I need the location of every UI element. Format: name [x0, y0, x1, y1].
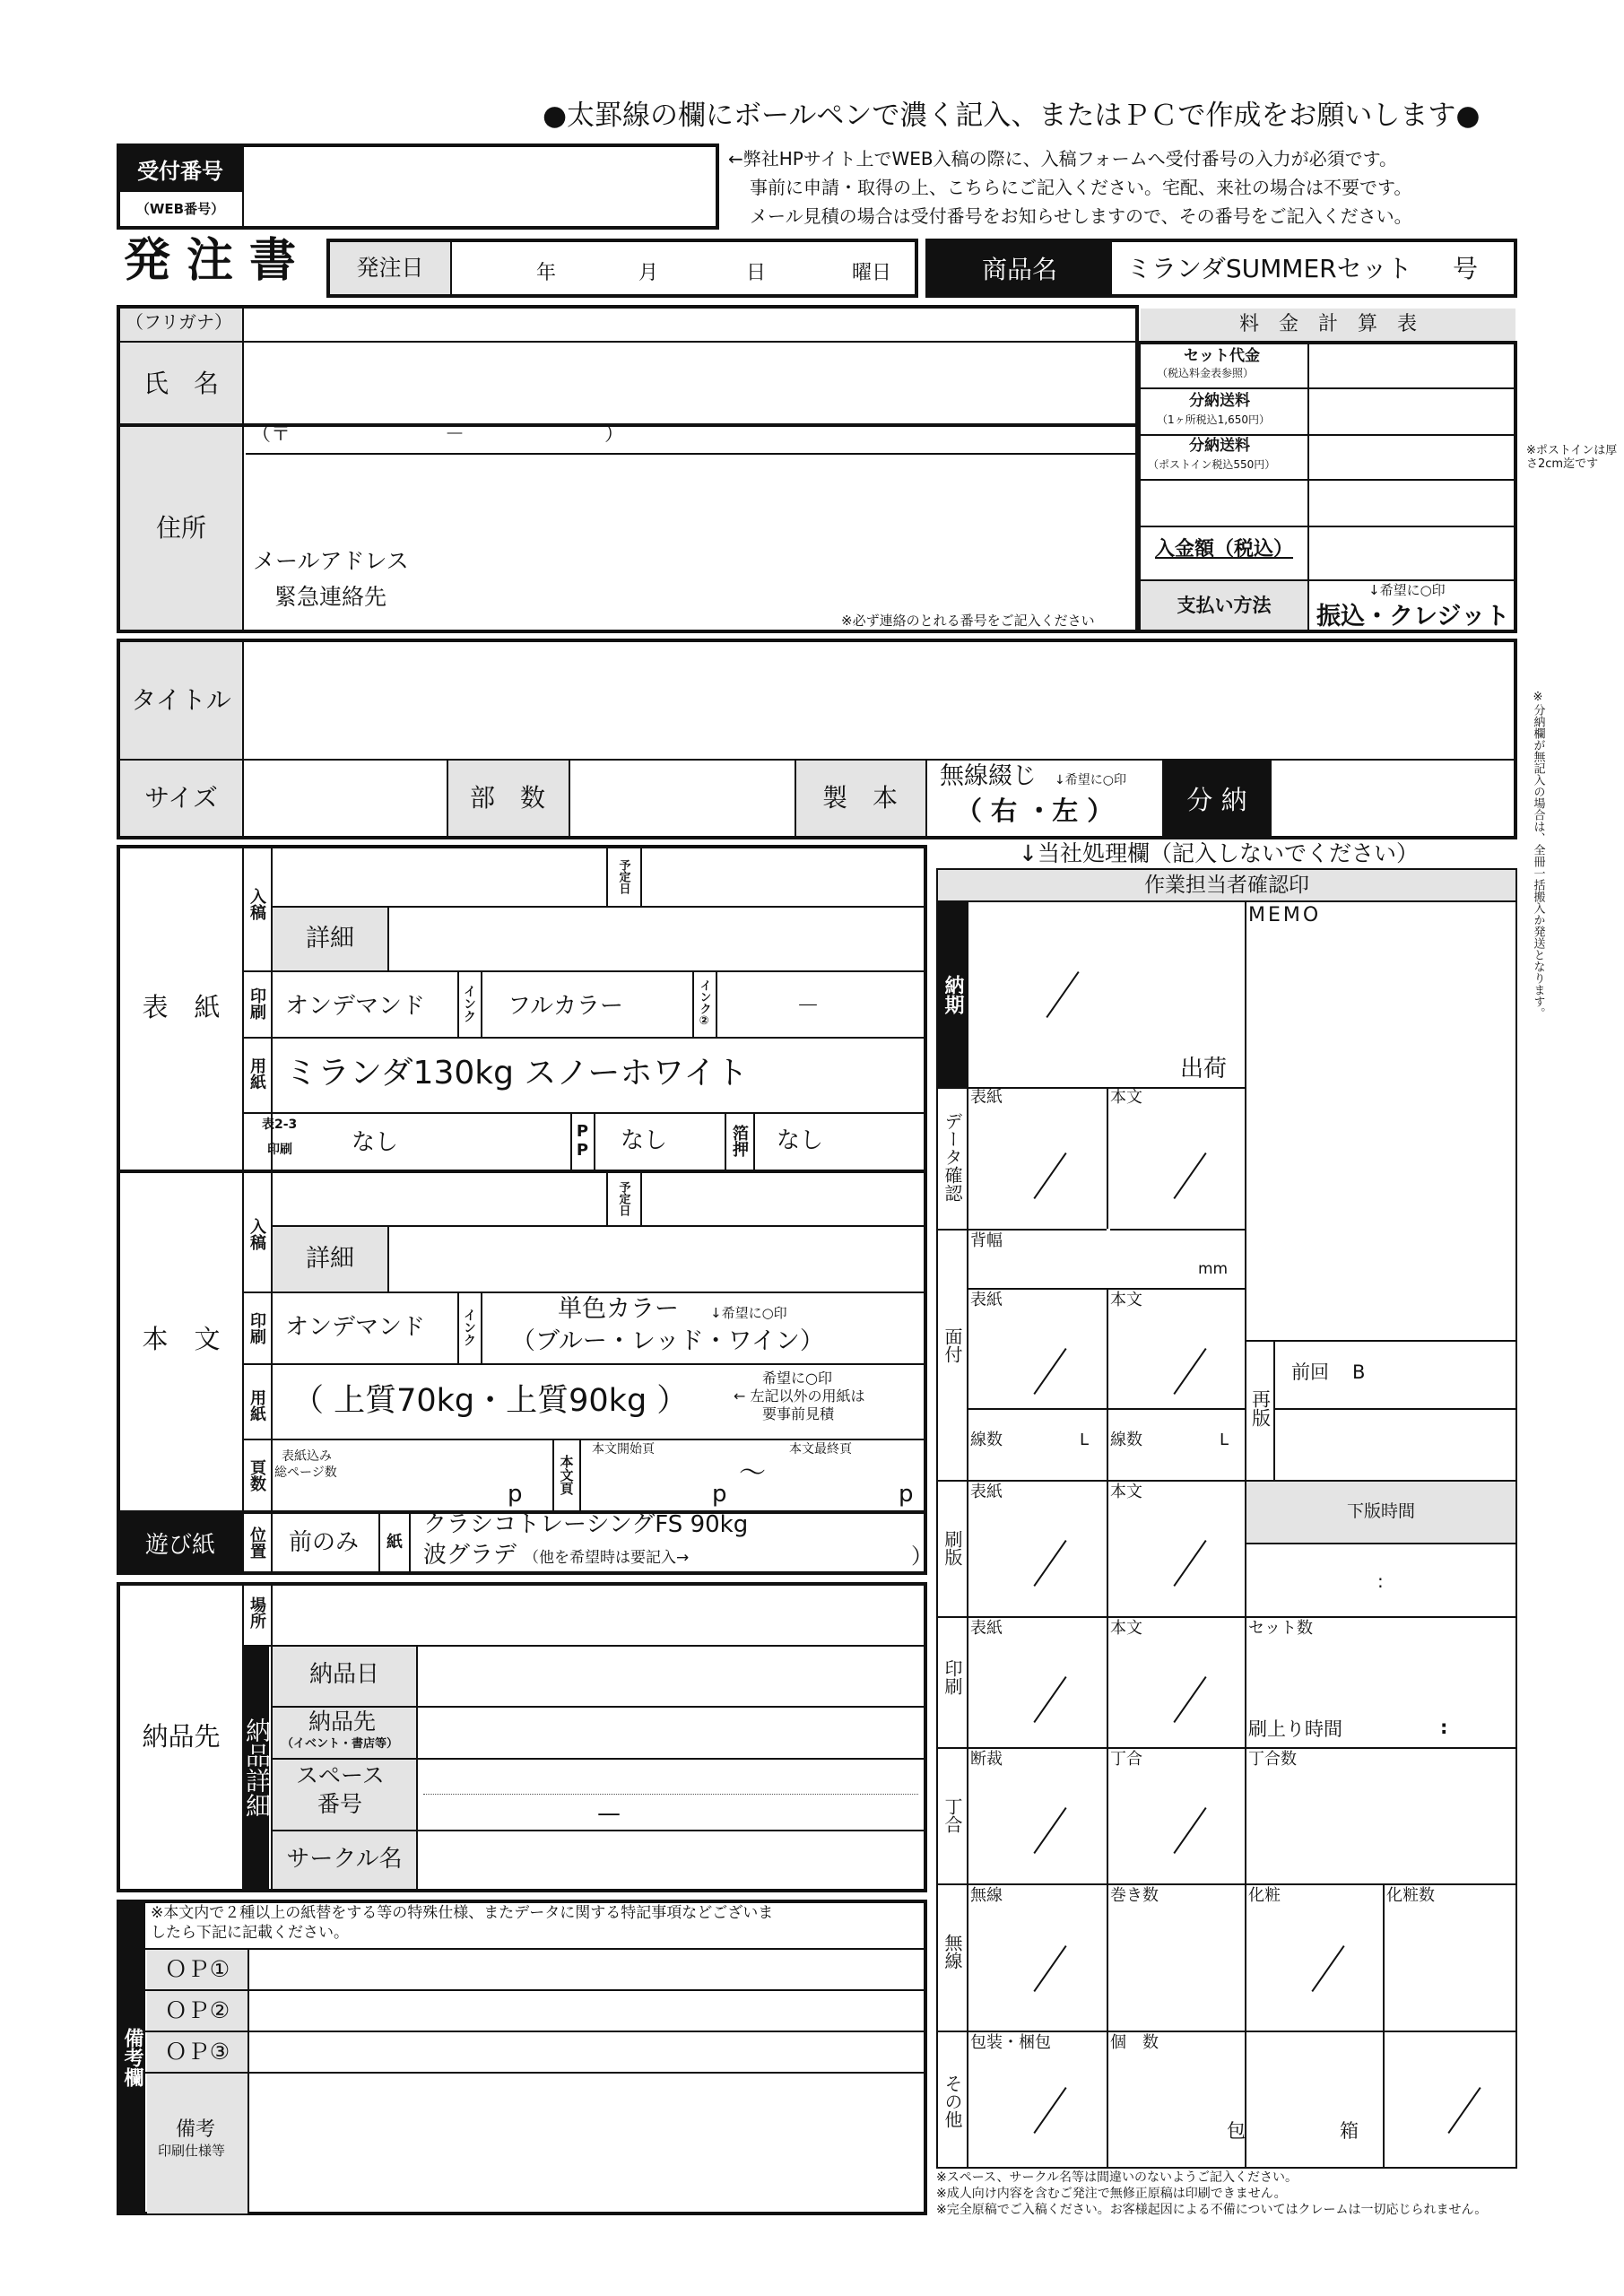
- body-ink-value-2[interactable]: （ブルー・レッド・ワイン）: [511, 1327, 824, 1355]
- set-price-input[interactable]: [1311, 344, 1514, 386]
- op2-input[interactable]: [251, 1993, 922, 2029]
- split-fee-1-sub: （1ヶ所税込1,650円）: [1157, 413, 1270, 426]
- product-label: 商品名: [927, 240, 1112, 296]
- delivery-dest-label: 納品先: [308, 1709, 377, 1735]
- misc-remarks-label: 備考: [176, 2118, 216, 2141]
- cover-nyuko-input[interactable]: [274, 848, 604, 904]
- package-unit: 包: [1227, 2120, 1246, 2142]
- body-print-label: 印刷: [248, 1312, 266, 1344]
- footer-note-3: ※完全原稿でご入稿ください。お客様起因による不備についてはクレームは一切応じられません。: [936, 2203, 1488, 2217]
- set-price-sub: （税込料金表参照）: [1157, 367, 1255, 379]
- cover-detail-label: 詳細: [306, 925, 354, 953]
- plate-time-label: 下版時間: [1346, 1501, 1415, 1522]
- delivery-details-label: 納品詳細: [244, 1647, 269, 1889]
- ship-label: 出荷: [1180, 1056, 1228, 1083]
- circle-name-label: サークル名: [286, 1846, 403, 1874]
- cover-detail-input[interactable]: [391, 909, 922, 969]
- delivery-date-input[interactable]: [420, 1648, 922, 1702]
- endpaper-label: 遊び紙: [118, 1512, 242, 1573]
- payment-wish-note: ↓希望に○印: [1368, 582, 1446, 598]
- body-pages-note-1: 表紙込み: [282, 1449, 332, 1464]
- split-delivery-label: 分 納: [1162, 761, 1272, 836]
- binding-value: 無線綴じ: [940, 762, 1037, 790]
- staff-confirm-label: 作業担当者確認印: [1144, 873, 1309, 897]
- men-body: 本文: [1110, 1291, 1142, 1309]
- cover-ink-value: フルカラー: [508, 993, 623, 1020]
- op1-label: ＯＰ①: [164, 1955, 230, 1982]
- box-unit: 箱: [1340, 2120, 1359, 2142]
- men-cover: 表紙: [970, 1291, 1003, 1309]
- size-label: サイズ: [144, 782, 218, 813]
- delivery-dest-input[interactable]: [420, 1709, 922, 1756]
- body-detail-input[interactable]: [391, 1229, 922, 1290]
- roll-count-label: 巻き数: [1110, 1886, 1159, 1905]
- weekday-label: 曜日: [852, 262, 892, 284]
- body-start-page-label: 本文開始頁: [592, 1442, 655, 1457]
- postin-note: ※ポストインは厚さ2cm迄です: [1526, 444, 1618, 471]
- packing-label: 包装・梱包: [970, 2033, 1051, 2052]
- print-done-time-colon: :: [1440, 1717, 1448, 1738]
- payment-method-options[interactable]: 振込・クレジット: [1316, 603, 1510, 631]
- data-check-label: データ確認: [942, 1112, 963, 1202]
- title-label: タイトル: [131, 684, 231, 715]
- space-number-dash: —: [597, 1800, 621, 1827]
- cover-print-label: 印刷: [248, 987, 266, 1020]
- split-fee-2-sub: （ポストイン税込550円）: [1148, 458, 1276, 471]
- previous-label: 前回: [1291, 1361, 1329, 1383]
- body-paper-value[interactable]: （ 上質70kg・上質90kg ）: [292, 1383, 689, 1419]
- op3-label: ＯＰ③: [164, 2038, 230, 2065]
- body-due-label: 予定日: [616, 1180, 630, 1216]
- instruction-text: ●太罫線の欄にボールペンで濃く記入、またはＰＣで作成をお願いします●: [543, 100, 1481, 132]
- misc-remarks-input[interactable]: [251, 2075, 922, 2212]
- body-paper-note-2: ← 左記以外の用紙は: [734, 1387, 865, 1405]
- footer-note-2: ※成人向け内容を含むご発注で無修正原稿は印刷できません。: [936, 2187, 1287, 2201]
- op2-label: ＯＰ②: [164, 1996, 230, 2023]
- body-detail-label: 詳細: [306, 1245, 354, 1274]
- endpaper-position-value: 前のみ: [289, 1529, 360, 1556]
- endpaper-paper-label: 紙: [386, 1532, 403, 1552]
- postal-open: （〒: [251, 423, 291, 446]
- endpaper-position-label: 位置: [248, 1526, 266, 1559]
- title-input[interactable]: [246, 646, 1512, 757]
- email-label: メールアドレス: [253, 548, 409, 574]
- postal-close: ）: [604, 423, 625, 446]
- delivery-label: 納品先: [142, 1721, 221, 1752]
- form-title: 発注書: [124, 234, 313, 288]
- chogo-label: 丁合: [942, 1797, 963, 1833]
- split-fee-2-input[interactable]: [1311, 436, 1514, 477]
- office-caption: ↓当社処理欄（記入しないでください）: [1019, 840, 1419, 866]
- cover-label: 表 紙: [142, 992, 221, 1023]
- men-label: 面付: [942, 1327, 963, 1363]
- cover-due-input[interactable]: [644, 848, 922, 904]
- address-input[interactable]: [246, 457, 1133, 544]
- cover-ink2-value: －: [796, 993, 821, 1020]
- split-fee-1-input[interactable]: [1311, 391, 1514, 432]
- body-paper-note-1: 希望に○印: [762, 1370, 832, 1387]
- cover-ink-label: インク: [462, 985, 476, 1022]
- start-page-unit: p: [712, 1481, 727, 1508]
- body-nyuko-input[interactable]: [274, 1175, 604, 1223]
- plate-time-colon: :: [1377, 1570, 1384, 1592]
- noki-label: 納期: [938, 902, 967, 1087]
- print-body: 本文: [1110, 1619, 1142, 1638]
- name-label: 氏 名: [143, 368, 219, 398]
- body-pages-label: 頁数: [248, 1459, 266, 1492]
- endpaper-paper-value-2: 波グラデ: [423, 1542, 517, 1569]
- endpaper-paper-value-1: クラシコトレーシングFS 90kg: [423, 1511, 749, 1538]
- binding-label: 製 本: [821, 782, 898, 813]
- cosme-label: 化粧: [1248, 1886, 1281, 1905]
- issue-suffix: 号: [1453, 254, 1479, 283]
- day-label: 日: [746, 262, 767, 284]
- chogo-count-label: 丁合数: [1248, 1750, 1297, 1769]
- body-ink-value-1: 単色カラー: [558, 1295, 679, 1323]
- cover-nyuko-label: 入稿: [248, 888, 266, 920]
- split-delivery-input[interactable]: [1273, 762, 1512, 834]
- set-count-label: セット数: [1248, 1619, 1313, 1638]
- hanban-body: 本文: [1110, 1483, 1142, 1501]
- receipt-note-3: メール見積の場合は受付番号をお知らせしますので、その番号をご記入ください。: [750, 205, 1412, 227]
- remarks-note-1: ※本文内で２種以上の紙替をする等の特殊仕様、またデータに関する特記事項などございま: [151, 1904, 774, 1922]
- set-price-label: セット代金: [1184, 347, 1260, 365]
- endpaper-paper-note: （他を希望時は要記入→: [524, 1549, 690, 1567]
- body-label: 本 文: [142, 1324, 221, 1355]
- cover-foil-label: 箔押: [730, 1125, 749, 1157]
- men-body-lines-unit: L: [1220, 1431, 1229, 1449]
- men-cover-lines: 線数: [970, 1431, 1003, 1449]
- body-ink-wish-note: ↓希望に○印: [710, 1305, 787, 1321]
- op3-input[interactable]: [251, 2034, 922, 2070]
- footer-note-1: ※スペース、サークル名等は間違いのないようご記入ください。: [936, 2170, 1298, 2185]
- op1-input[interactable]: [251, 1952, 922, 1987]
- split-fee-1-label: 分納送料: [1189, 392, 1250, 410]
- men-cover-lines-unit: L: [1080, 1431, 1090, 1449]
- hanban-cover: 表紙: [970, 1483, 1003, 1501]
- year-label: 年: [536, 262, 557, 284]
- copies-label: 部 数: [469, 782, 545, 813]
- body-pages-note-2: 総ページ数: [274, 1465, 337, 1480]
- paid-amount-label: 入金額（税込）: [1155, 538, 1294, 561]
- receipt-number-input[interactable]: [246, 147, 716, 226]
- space-number-label: スペース: [296, 1762, 385, 1788]
- print-done-time-label: 刷上り時間: [1248, 1718, 1342, 1740]
- cover-pp-value: なし: [621, 1127, 668, 1154]
- delivery-dest-sub: （イベント・書店等）: [282, 1737, 399, 1751]
- copies-input[interactable]: [572, 762, 793, 834]
- cover-ink2-label: インク②: [697, 979, 711, 1028]
- furigana-label: （フリガナ）: [126, 311, 232, 333]
- misc-remarks-sub: 印刷仕様等: [158, 2143, 226, 2159]
- musen-sub-label: 無線: [970, 1886, 1003, 1905]
- cover-foil-value: なし: [777, 1127, 824, 1154]
- postal-dash: －: [445, 423, 465, 446]
- cover-h23-label: 表2-3: [262, 1118, 298, 1132]
- previous-b: B: [1352, 1361, 1366, 1383]
- quantity-label: 個 数: [1110, 2033, 1159, 2052]
- remarks-note-2: したら下記に記載ください。: [151, 1924, 349, 1942]
- payment-method-label: 支払い方法: [1177, 594, 1272, 616]
- paid-amount-input[interactable]: [1311, 529, 1514, 578]
- endpaper-paper-close: ）: [911, 1544, 933, 1569]
- body-page-range-label: 本文頁: [558, 1454, 575, 1495]
- emergency-label: 緊急連絡先: [274, 584, 387, 610]
- delivery-place-input[interactable]: [274, 1586, 922, 1643]
- page-range-tilde: ～: [739, 1457, 766, 1489]
- cover-paper-value: ミランダ130kg スノーホワイト: [285, 1055, 749, 1091]
- memo-label: MEMO: [1248, 904, 1322, 926]
- circle-name-input[interactable]: [420, 1833, 922, 1887]
- cosme-count-label: 化粧数: [1386, 1886, 1435, 1905]
- remarks-label: 備考欄: [118, 1901, 145, 2213]
- end-page-unit: p: [899, 1481, 914, 1508]
- other-label: その他: [942, 2074, 963, 2128]
- cover-pp-label: PP: [573, 1122, 592, 1160]
- hanban-label: 刷版: [942, 1530, 963, 1566]
- body-paper-note-3: 要事前見積: [762, 1405, 835, 1422]
- cover-print-value: オンデマンド: [285, 993, 426, 1020]
- spine-width-label: 背幅: [970, 1231, 1003, 1250]
- body-due-input[interactable]: [644, 1175, 922, 1223]
- print-cover: 表紙: [970, 1619, 1003, 1638]
- split-side-note: ※分納欄が無記入の場合は、全冊一括搬入か発送となります。: [1531, 691, 1545, 1019]
- space-number-input[interactable]: [420, 1761, 922, 1826]
- cover-due-label: 予定日: [616, 858, 630, 894]
- body-print-value: オンデマンド: [285, 1314, 426, 1341]
- reprint-label: 再版: [1249, 1389, 1272, 1427]
- body-paper-label: 用紙: [248, 1389, 266, 1422]
- cover-paper-label: 用紙: [248, 1057, 266, 1090]
- men-body-lines: 線数: [1110, 1431, 1142, 1449]
- musen-label: 無線: [942, 1934, 963, 1970]
- body-end-page-label: 本文最終頁: [789, 1442, 852, 1457]
- delivery-date-label: 納品日: [308, 1661, 379, 1689]
- address-label: 住所: [155, 512, 206, 543]
- body-nyuko-label: 入稿: [248, 1218, 266, 1250]
- binding-wish-note: ↓希望に○印: [1055, 773, 1126, 787]
- product-value: ミランダSUMMERセット: [1126, 254, 1412, 283]
- month-label: 月: [638, 262, 659, 284]
- cover-h23-value: なし: [352, 1129, 399, 1156]
- cover-h23-label-2: 印刷: [267, 1143, 292, 1157]
- split-fee-2-label: 分納送料: [1189, 437, 1250, 455]
- receipt-note-2: 事前に申請・取得の上、こちらにご記入ください。宅配、来社の場合は不要です。: [750, 177, 1412, 198]
- name-input[interactable]: [246, 344, 1133, 422]
- space-number-label-2: 番号: [317, 1791, 363, 1817]
- cut-label: 断裁: [970, 1750, 1003, 1769]
- binding-direction[interactable]: （ 右 ・左 ）: [956, 796, 1114, 826]
- chogo-sub-label: 丁合: [1110, 1750, 1142, 1769]
- fees-header: 料 金 計 算 表: [1238, 313, 1417, 336]
- phone-note: ※必ず連絡のとれる番号をご記入ください: [841, 613, 1095, 629]
- size-input[interactable]: [246, 762, 445, 834]
- delivery-place-label: 場所: [248, 1596, 266, 1629]
- spine-width-unit: mm: [1198, 1260, 1229, 1278]
- order-date-label: 発注日: [356, 254, 424, 281]
- body-ink-label: インク: [462, 1309, 476, 1346]
- receipt-sub-label: （WEB番号）: [135, 201, 225, 218]
- data-check-cover: 表紙: [970, 1088, 1003, 1107]
- receipt-note-1: ←弊社HPサイト上でWEB入稿の際に、入稿フォームへ受付番号の入力が必須です。: [728, 148, 1397, 170]
- total-pages-unit: p: [508, 1481, 523, 1508]
- data-check-body: 本文: [1110, 1088, 1142, 1107]
- receipt-label: 受付番号: [118, 145, 242, 192]
- print-label: 印刷: [942, 1659, 963, 1695]
